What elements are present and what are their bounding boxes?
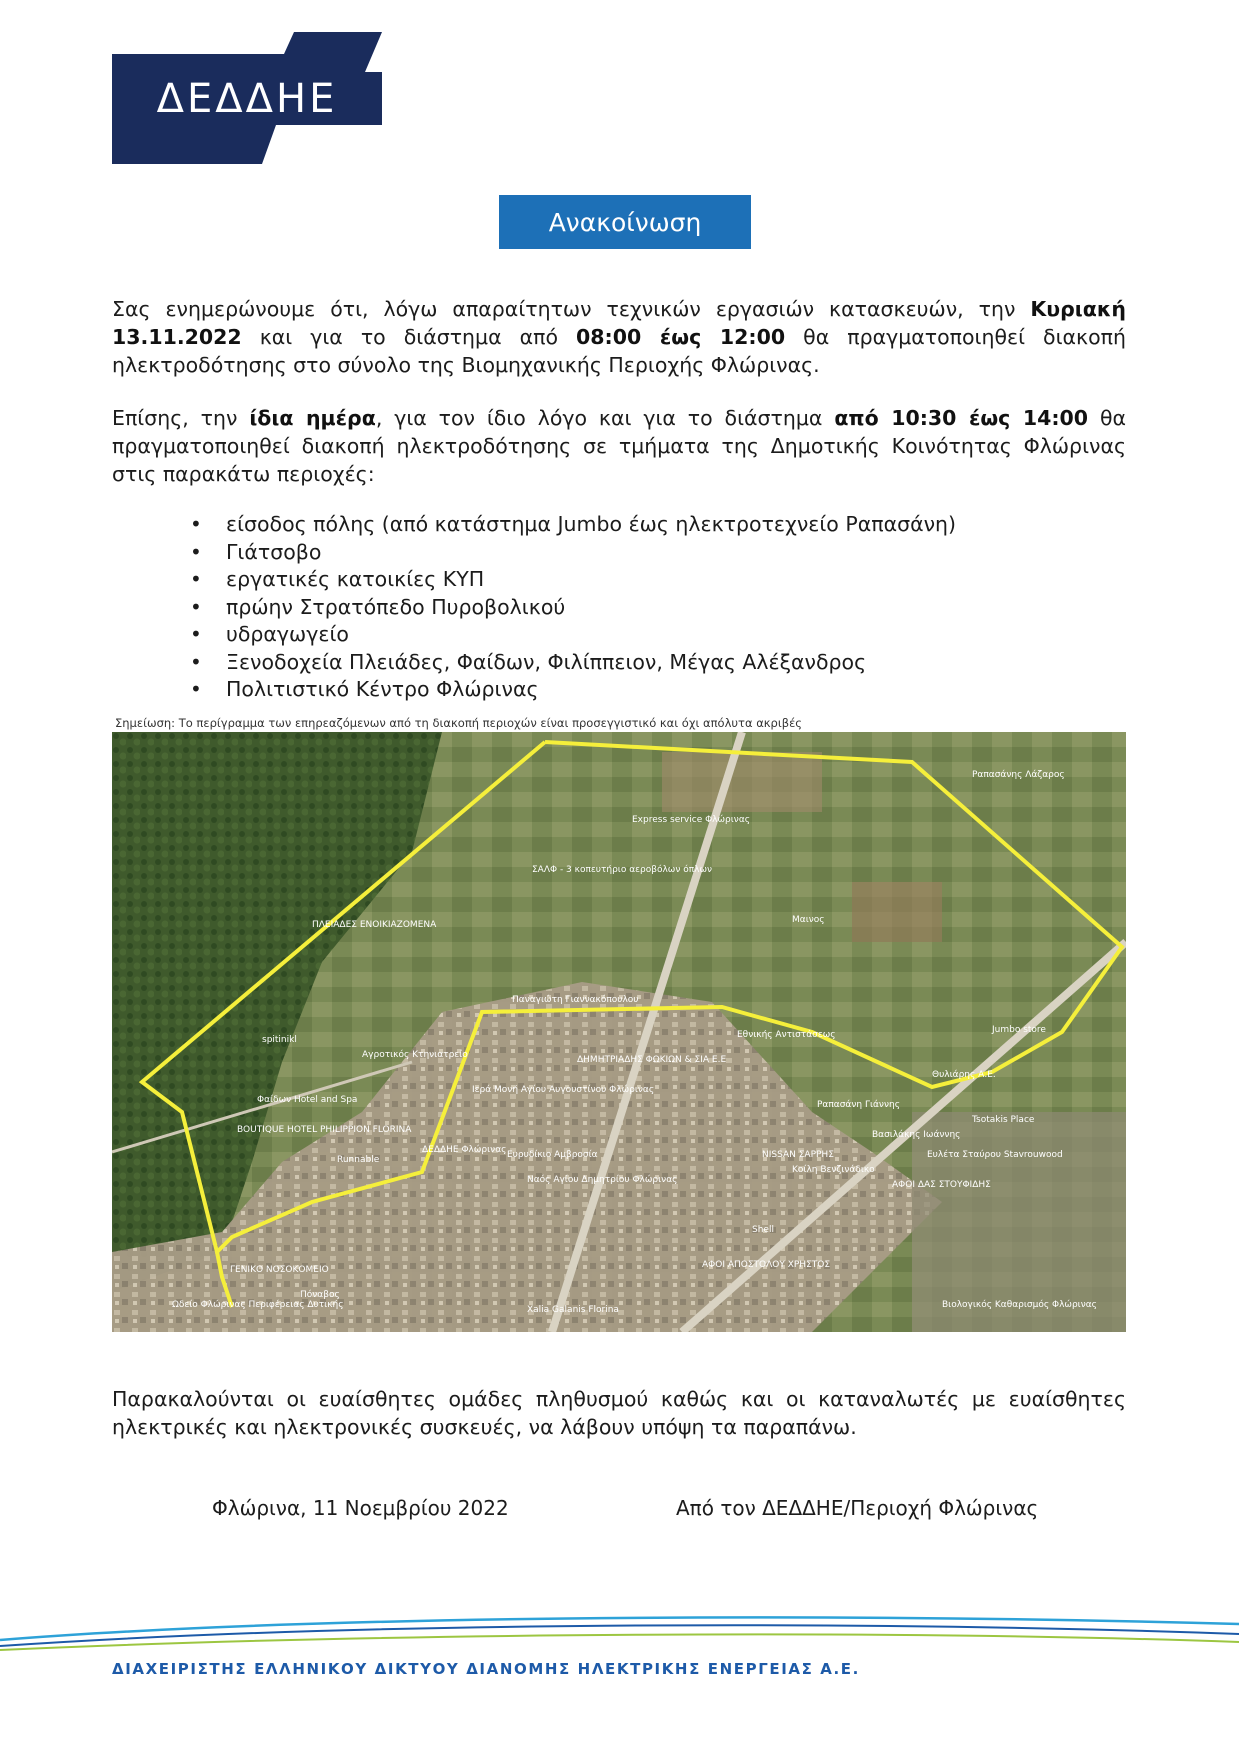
text: Επίσης, την [112, 406, 250, 430]
paragraph-industrial-area [112, 295, 1126, 379]
footer-decoration [0, 1606, 1239, 1656]
map-label: Ιερά Μονή Αγίου Αυγουστίνου Φλώρινας [472, 1085, 655, 1095]
map-label: ΑΦΟΙ ΑΠΟΣΤΟΛΟΥ ΧΡΗΣΤΟΣ [702, 1260, 831, 1270]
list-item: • πρώην Στρατόπεδο Πυροβολικού [190, 594, 956, 622]
text: θα πραγματοποιηθεί διακοπή ηλεκτροδότησης σε τμήματα της Δημοτικής Κοινότητας Φλώρινας στις παρακάτω περιοχές: [112, 406, 1127, 486]
list-item: • Ξενοδοχεία Πλειάδες, Φαίδων, Φιλίππειον, Μέγας Αλέξανδρος [190, 649, 956, 677]
map-label: ΓΕΝΙΚΟ ΝΟΣΟΚΟΜΕΙΟ [230, 1265, 329, 1275]
list-item: • Γιάτσοβο [190, 539, 956, 567]
map-label: Παναγιώτη Γιαννακόπουλου [512, 995, 639, 1005]
text: Σας ενημερώνουμε ότι, λόγω απαραίτητων τεχνικών εργασιών κατασκευών, την [112, 297, 1031, 321]
affected-areas-list [190, 511, 956, 704]
map-label: Πόναβος [300, 1290, 340, 1300]
map-label: Ραπασάνη Γιάννης [817, 1100, 900, 1110]
map-label: Ραπασάνης Λάζαρος [972, 770, 1065, 780]
map-label: spitinikl [262, 1035, 297, 1045]
map-label: Ναός Αγίου Δημητρίου Φλώρινας [527, 1175, 678, 1185]
list-item: • υδραγωγείο [190, 621, 956, 649]
map-note: Σημείωση: Το περίγραμμα των επηρεαζόμενων από τη διακοπή περιοχών είναι προσεγγιστικό και όχι απόλυτα ακριβές [115, 716, 803, 730]
text: και για το διάστημα από [241, 325, 576, 349]
list-item: • εργατικές κατοικίες ΚΥΠ [190, 566, 956, 594]
place-date: Φλώρινα, 11 Νοεμβρίου 2022 [212, 1496, 509, 1520]
map-label: Express service Φλώρινας [632, 815, 751, 825]
map-label: Shell [752, 1225, 774, 1235]
time-bold: από 10:30 έως 14:00 [834, 406, 1089, 430]
map-label: Βασιλάκης Ιωάννης [872, 1130, 961, 1140]
map-label: Jumbo store [992, 1025, 1046, 1035]
map-label: Μαινος [792, 915, 825, 925]
text: , για τον ίδιο λόγο και για το διάστημα [375, 406, 835, 430]
map-label: Κοίλη Βενζινάδικο [792, 1165, 875, 1175]
map-label: ΠΛΕΙΑΔΕΣ ΕΝΟΙΚΙΑΖΟΜΕΝΑ [312, 920, 437, 930]
list-item: • Πολιτιστικό Κέντρο Φλώρινας [190, 676, 956, 704]
paragraph-city-areas [112, 404, 1126, 488]
map-label: Βιολογικός Καθαρισμός Φλώρινας [942, 1300, 1097, 1310]
map-label: Θυλιάρης Α.Ε. [932, 1070, 996, 1080]
day-bold: ίδια ημέρα [249, 406, 376, 430]
time-bold: 08:00 έως 12:00 [576, 325, 786, 349]
outage-map [112, 732, 1126, 1332]
deddie-logo [112, 32, 382, 164]
list-item: • είσοδος πόλης (από κατάστημα Jumbo έως ηλεκτροτεχνείο Ραπασάνη) [190, 511, 956, 539]
map-label: Ευλέτα Σταύρου Stavrouwood [927, 1150, 1063, 1160]
map-label: ΔΕΔΔΗΕ Φλώρινας [422, 1145, 507, 1155]
announcement-title: Ανακοίνωση [499, 195, 751, 249]
signature-from: Από τον ΔΕΔΔΗΕ/Περιοχή Φλώρινας [676, 1496, 1039, 1520]
map-label: Xalia Galanis Florina [527, 1305, 619, 1315]
map-label: Ωδείο Φλώρινας Περιφέρειας Δυτικής [172, 1300, 344, 1310]
map-label: ΑΦΟΙ ΔΑΣ ΣΤΟΥΦΙΔΗΣ [892, 1180, 991, 1190]
paragraph-advisory: Παρακαλούνται οι ευαίσθητες ομάδες πληθυσμού καθώς και οι καταναλωτές με ευαίσθητες ηλεκτρικές και ηλεκτρονικές συσκευές, να λάβουν υπόψη τα παραπάνω. [112, 1387, 1126, 1439]
map-label: Αγροτικός Κτηνιατρείο [362, 1050, 468, 1060]
map-label: ΣΑΛΦ - 3 κοπευτήριο αεροβόλων όπλων [532, 865, 713, 875]
map-label: Runnable [337, 1155, 380, 1165]
map-label: Φαίδων Hotel and Spa [257, 1095, 358, 1105]
logo-text: ΔΕΔΔΗΕ [156, 76, 338, 122]
map-label: Tsotakis Place [972, 1115, 1035, 1125]
date-bold: Κυριακή 13.11.2022 [112, 297, 1126, 349]
footer-company-name: ΔΙΑΧΕΙΡΙΣΤΗΣ ΕΛΛΗΝΙΚΟΥ ΔΙΚΤΥΟΥ ΔΙΑΝΟΜΗΣ ΗΛΕΚΤΡΙΚΗΣ ΕΝΕΡΓΕΙΑΣ Α.Ε. [112, 1660, 860, 1678]
map-label: BOUTIQUE HOTEL PHILIPPION FLORINA [237, 1125, 412, 1135]
text: θα πραγματοποιηθεί διακοπή ηλεκτροδότησης στο σύνολο της Βιομηχανικής Περιοχής Φλώρινας. [112, 325, 1126, 377]
map-label: ΔΗΜΗΤΡΙΑΔΗΣ ΦΩΚΙΩΝ & ΣΙΑ Ε.Ε [577, 1055, 727, 1065]
map-label: Εθνικής Αντιστάσεως [737, 1030, 836, 1040]
map-label: Ευρυδίκιο Αμβροσία [507, 1150, 598, 1160]
map-label: NISSAN ΣΑΡΡΗΣ [762, 1150, 834, 1160]
